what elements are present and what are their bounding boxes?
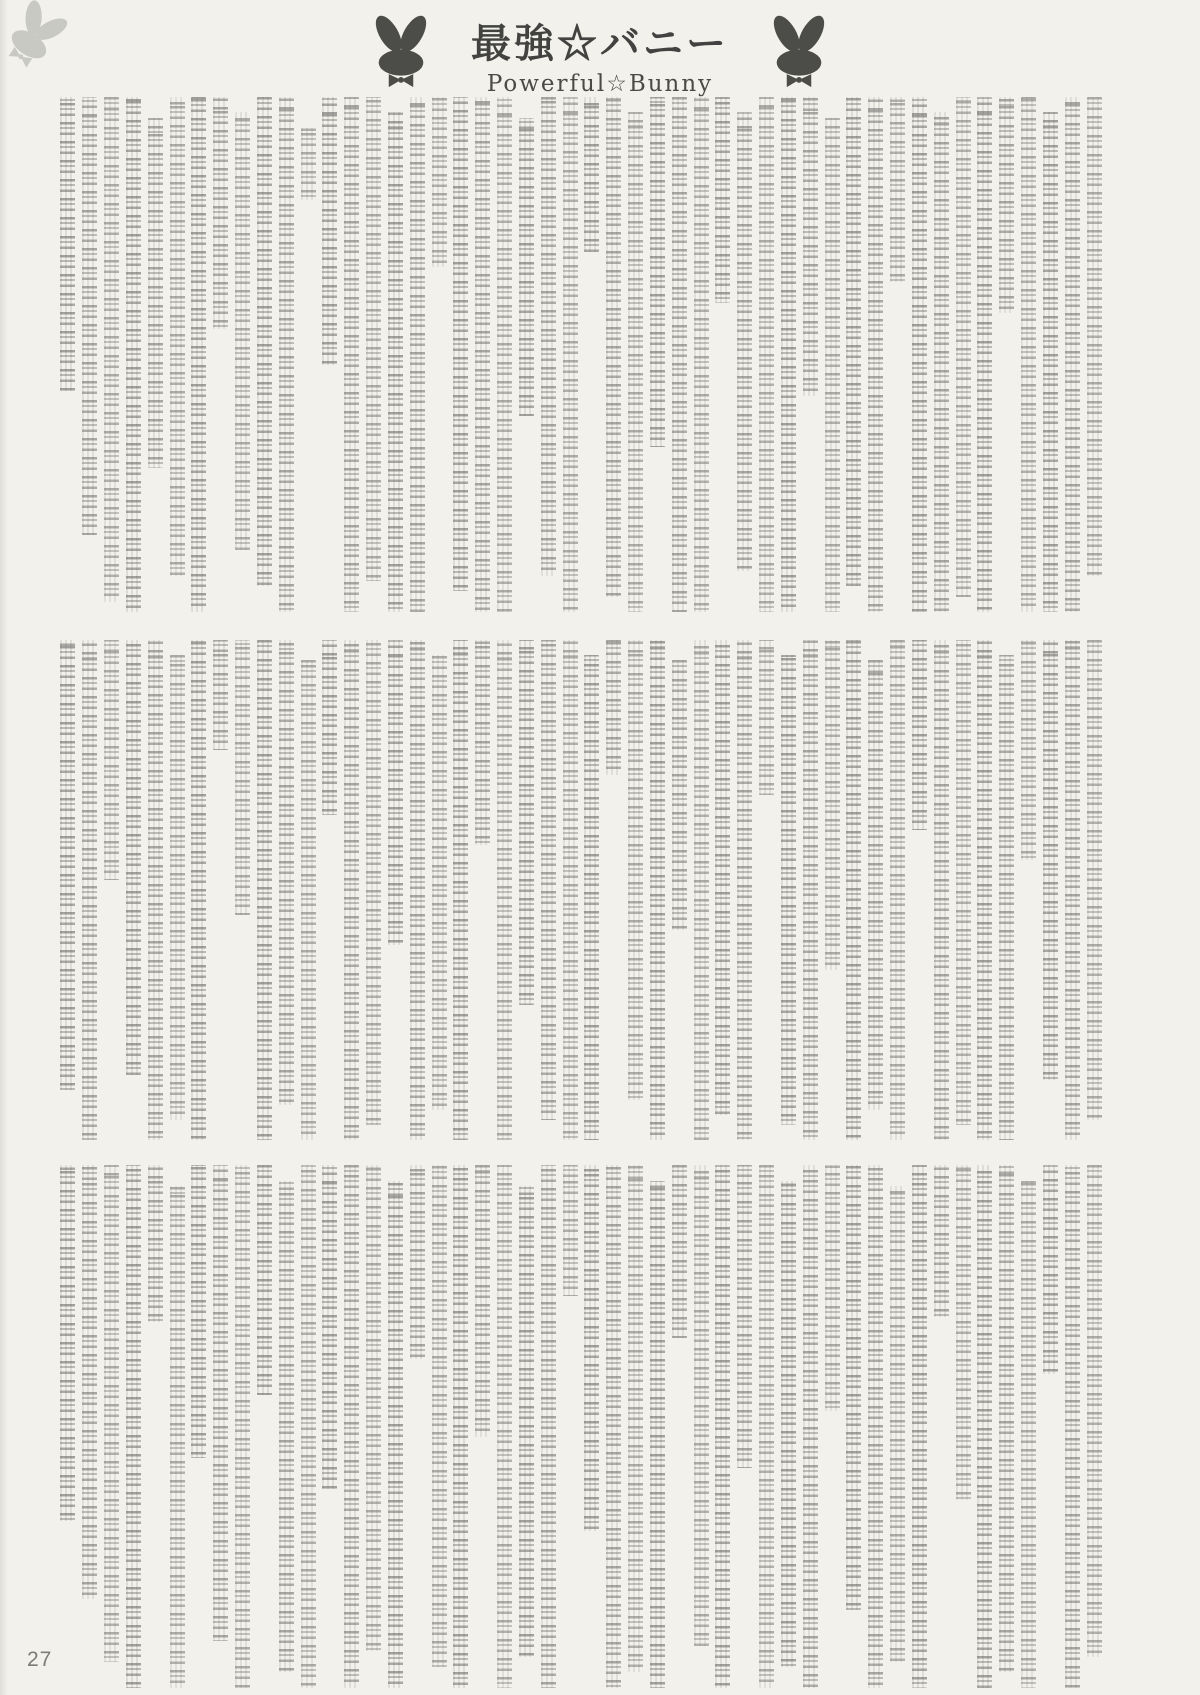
- text-column: [977, 97, 992, 612]
- text-column: [584, 97, 599, 252]
- text-column: [584, 1165, 599, 1531]
- text-column: [541, 640, 556, 1120]
- text-band-top: [57, 97, 1105, 612]
- text-column: [235, 640, 250, 915]
- text-column: [388, 640, 403, 945]
- text-column: [672, 97, 687, 612]
- text-column: [82, 1165, 97, 1599]
- text-column: [694, 1165, 709, 1646]
- text-column: [191, 640, 206, 1140]
- text-column: [1043, 1165, 1058, 1374]
- text-column: [432, 97, 447, 267]
- text-column: [912, 640, 927, 830]
- text-column: [257, 640, 272, 1140]
- text-column: [934, 1165, 949, 1317]
- text-column: [410, 1165, 425, 1359]
- text-column: [453, 1165, 468, 1688]
- text-column: [82, 640, 97, 1140]
- text-column: [410, 640, 425, 1140]
- text-column: [1087, 97, 1102, 576]
- series-title: 最強☆バニー: [471, 22, 729, 66]
- text-column: [213, 640, 228, 750]
- text-column: [956, 97, 971, 597]
- text-column: [1087, 1165, 1102, 1657]
- text-column: [890, 640, 905, 1140]
- text-column: [606, 640, 621, 775]
- text-column: [825, 118, 840, 612]
- text-column: [257, 1165, 272, 1395]
- text-column: [213, 97, 228, 329]
- text-column: [977, 1165, 992, 1688]
- text-column: [126, 640, 141, 1075]
- text-column: [890, 1186, 905, 1662]
- text-column: [628, 112, 643, 612]
- text-column: [519, 640, 534, 1005]
- text-column: [366, 1165, 381, 1651]
- text-column: [934, 640, 949, 1140]
- text-column: [453, 97, 468, 591]
- text-band-bottom: [57, 1165, 1105, 1688]
- text-column: [104, 640, 119, 880]
- text-column: [846, 640, 861, 1140]
- text-column: [650, 640, 665, 1140]
- text-column: [606, 97, 621, 597]
- text-column: [584, 655, 599, 1140]
- text-column: [148, 1165, 163, 1322]
- text-column: [650, 97, 665, 447]
- text-column: [1065, 1165, 1080, 1688]
- text-column: [563, 640, 578, 1140]
- text-column: [628, 640, 643, 1100]
- text-column: [301, 1165, 316, 1688]
- text-column: [781, 97, 796, 612]
- text-column: [781, 1181, 796, 1667]
- text-column: [410, 97, 425, 612]
- text-column: [715, 97, 730, 303]
- text-column: [388, 1181, 403, 1688]
- page-header: [0, 10, 1200, 98]
- text-column: [453, 640, 468, 1140]
- text-column: [759, 640, 774, 795]
- text-column: [148, 640, 163, 1140]
- text-column: [191, 97, 206, 612]
- text-column: [366, 640, 381, 1125]
- text-column: [497, 97, 512, 612]
- text-column: [126, 97, 141, 612]
- text-column: [737, 640, 752, 1140]
- text-column: [912, 1165, 927, 1688]
- text-column: [279, 97, 294, 612]
- series-subtitle: Powerful☆Bunny: [486, 71, 714, 97]
- text-column: [213, 1165, 228, 1641]
- text-column: [1021, 1181, 1036, 1688]
- text-column: [475, 97, 490, 612]
- text-column: [344, 97, 359, 612]
- text-column: [82, 97, 97, 535]
- text-column: [388, 112, 403, 612]
- text-column: [344, 1165, 359, 1688]
- text-column: [1043, 112, 1058, 612]
- text-column: [322, 1165, 337, 1489]
- text-column: [1021, 640, 1036, 860]
- text-column: [737, 112, 752, 570]
- text-column: [497, 640, 512, 1140]
- text-column: [563, 1165, 578, 1296]
- text-column: [366, 97, 381, 581]
- text-column: [475, 640, 490, 845]
- text-column: [606, 1165, 621, 1688]
- text-column: [541, 1165, 556, 1688]
- text-column: [825, 1165, 840, 1411]
- text-column: [934, 112, 949, 612]
- text-column: [999, 1165, 1014, 1672]
- text-column: [301, 660, 316, 1140]
- text-column: [60, 97, 75, 391]
- text-column: [1065, 640, 1080, 1140]
- text-column: [956, 640, 971, 1125]
- text-column: [628, 1165, 643, 1672]
- text-column: [715, 640, 730, 1115]
- text-band-middle: [57, 640, 1105, 1140]
- text-column: [715, 1165, 730, 1688]
- text-column: [432, 655, 447, 1110]
- text-column: [257, 97, 272, 586]
- bunny-logo-right-icon: [763, 10, 835, 98]
- text-column: [868, 660, 883, 1110]
- text-column: [737, 1165, 752, 1468]
- text-column: [279, 640, 294, 1105]
- text-column: [781, 655, 796, 1125]
- text-column: [235, 112, 250, 550]
- text-column: [846, 1165, 861, 1610]
- logo-text-block: [471, 10, 729, 96]
- text-column: [825, 640, 840, 970]
- text-column: [279, 1181, 294, 1673]
- text-column: [170, 655, 185, 1120]
- text-column: [803, 1165, 818, 1688]
- text-column: [803, 640, 818, 1140]
- bunny-logo-left-icon: [365, 10, 437, 98]
- text-column: [1021, 97, 1036, 612]
- text-column: [104, 97, 119, 602]
- text-column: [170, 97, 185, 576]
- text-column: [322, 640, 337, 815]
- text-column: [956, 1165, 971, 1500]
- text-column: [912, 97, 927, 612]
- text-column: [868, 97, 883, 612]
- text-column: [672, 660, 687, 930]
- text-column: [60, 1165, 75, 1521]
- text-column: [999, 655, 1014, 1140]
- text-column: [1043, 640, 1058, 1080]
- text-column: [301, 128, 316, 200]
- text-column: [104, 1165, 119, 1662]
- text-column: [759, 1165, 774, 1688]
- text-column: [170, 1186, 185, 1688]
- text-column: [432, 1165, 447, 1667]
- text-column: [868, 1165, 883, 1688]
- text-column: [694, 640, 709, 1140]
- text-column: [191, 1165, 206, 1458]
- text-column: [60, 640, 75, 1090]
- text-column: [846, 97, 861, 586]
- text-column: [694, 97, 709, 612]
- text-column: [126, 1165, 141, 1688]
- text-column: [672, 1165, 687, 1338]
- text-column: [519, 1186, 534, 1657]
- text-column: [235, 1165, 250, 1688]
- text-column: [650, 1181, 665, 1688]
- text-column: [497, 1165, 512, 1688]
- text-column: [1087, 640, 1102, 1120]
- text-column: [999, 97, 1014, 313]
- text-column: [475, 1165, 490, 1437]
- text-column: [519, 118, 534, 417]
- page-number: 27: [27, 1648, 53, 1671]
- text-column: [541, 97, 556, 576]
- text-column: [148, 118, 163, 468]
- text-column: [759, 97, 774, 612]
- text-column: [344, 640, 359, 1140]
- text-column: [803, 97, 818, 396]
- text-column: [890, 97, 905, 282]
- text-column: [977, 640, 992, 1140]
- text-column: [1065, 97, 1080, 612]
- text-column: [322, 97, 337, 365]
- text-column: [563, 97, 578, 612]
